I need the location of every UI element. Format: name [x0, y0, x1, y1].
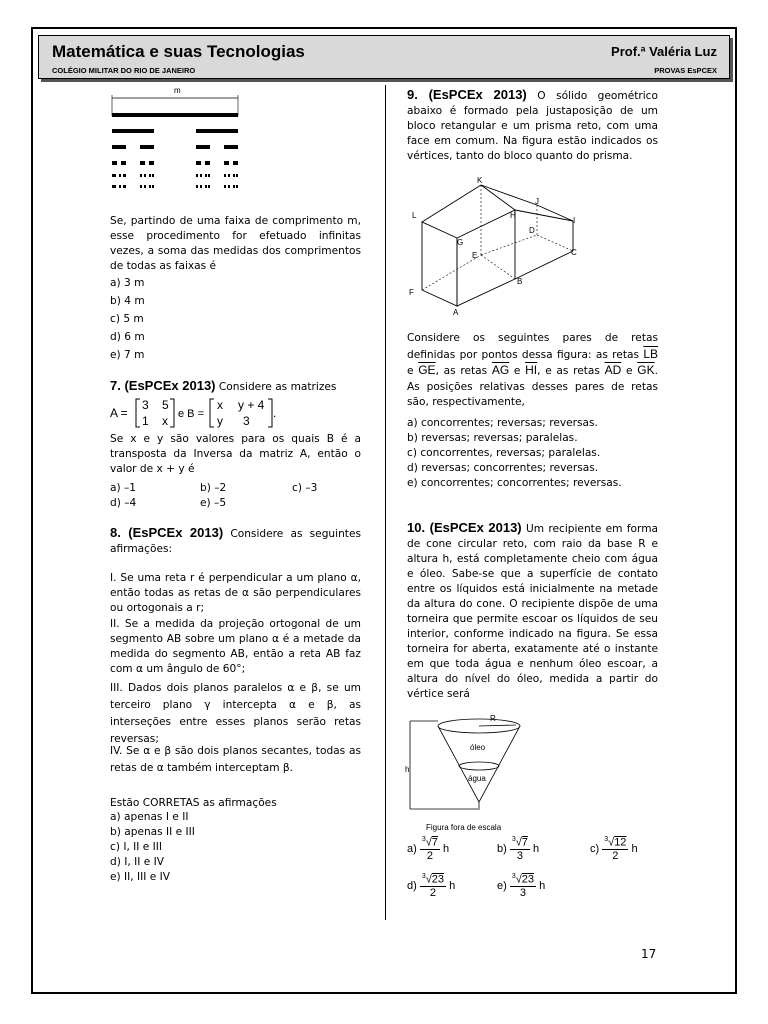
- option-letter: d): [407, 879, 420, 892]
- q6-text: Se, partindo de uma faixa de comprimento m, esse procedimento for efetuado infinitas vezes, a soma das medidas dos comprimentos de todas as faixas é: [110, 215, 361, 272]
- option-variable: h: [628, 842, 638, 855]
- q7-option-c[interactable]: c) –3: [292, 482, 318, 494]
- q8-options: [110, 810, 195, 885]
- radical-sign-icon: √: [608, 836, 615, 849]
- header-section: PROVAS EsPCEX: [654, 66, 717, 75]
- option-fraction: [510, 836, 530, 862]
- root-index: 3: [511, 836, 516, 843]
- q9-text-a: Considere os seguintes pares de retas definidas por pontos dessa figura: as retas: [407, 332, 658, 361]
- radicand: 7: [431, 836, 438, 849]
- root-index: 3: [604, 836, 609, 843]
- q9-question: Considere os seguintes pares de retas definidas por pontos dessa figura: as retas $\overline{LB}$ e $\overline{GE}$, as retas $\overline{AG}$ e $\overline{HI}$, e as retas $\overline{AD}$ e $\overline{GK}$. As posições relativas desses pares de retas são, respectivamente,: [407, 332, 658, 408]
- vertex-A: A: [453, 308, 459, 317]
- matA-11: 3: [142, 398, 149, 412]
- vertex-L: L: [412, 211, 417, 220]
- option-fraction: [420, 873, 446, 899]
- q9-text: [407, 87, 658, 164]
- radical-sign-icon: √: [515, 873, 522, 886]
- denominator: 3: [516, 849, 523, 862]
- option-fraction: [510, 873, 536, 899]
- line-GE: $\overline{GE}$: [418, 363, 436, 377]
- radicand: 23: [431, 873, 445, 886]
- vertex-H: H: [510, 211, 516, 220]
- option-letter: a): [407, 842, 420, 855]
- radicand: 23: [521, 873, 535, 886]
- q10-text: [407, 520, 658, 702]
- q8-intro: Considere as seguintes afirmações:: [110, 528, 361, 555]
- vertex-G: G: [457, 238, 464, 247]
- q10-option-b[interactable]: [497, 836, 539, 862]
- q7-option-e[interactable]: e) –5: [200, 497, 227, 509]
- q9-options: [407, 416, 622, 491]
- q10-head: 10. (EsPCEx 2013): [407, 520, 522, 535]
- matA-12: 5: [162, 398, 169, 412]
- q8-head: 8. (EsPCEx 2013): [110, 525, 224, 540]
- q7-header: [110, 378, 361, 395]
- denominator: 2: [426, 849, 433, 862]
- vertex-K: K: [477, 176, 483, 185]
- q7-intro: Considere as matrizes: [218, 381, 337, 393]
- q8-option-c[interactable]: c) I, II e III: [110, 841, 163, 853]
- option-letter: c): [590, 842, 603, 855]
- q9-option-e[interactable]: e) concorrentes; concorrentes; reversas.: [407, 477, 622, 489]
- root-index: 3: [421, 836, 426, 843]
- q7-option-b[interactable]: b) –2: [200, 482, 227, 494]
- vertex-B: B: [517, 277, 523, 286]
- svg-text:e B =: e B =: [178, 408, 204, 420]
- q9-option-b[interactable]: b) reversas; reversas; paralelas.: [407, 432, 578, 444]
- header-author: Prof.ª Valéria Luz: [611, 44, 717, 59]
- radical-sign-icon: √: [425, 836, 432, 849]
- q8-option-b[interactable]: b) apenas II e III: [110, 826, 195, 838]
- option-fraction: [602, 836, 628, 862]
- header-title: Matemática e suas Tecnologias: [52, 42, 305, 61]
- radical-sign-icon: √: [515, 836, 522, 849]
- option-variable: h: [439, 842, 450, 855]
- q8-item-2: II. Se a medida da projeção ortogonal de um segmento AB sobre um plano α é a metade da medida do segmento AB, então a reta AB faz com α um ângulo de 60°;: [110, 618, 361, 675]
- figure-label-m: m: [174, 86, 181, 95]
- line-AG: $\overline{AG}$: [491, 363, 510, 377]
- q9-text-d: As posições relativas desses pares de retas são, respectivamente,: [407, 380, 658, 408]
- vertex-F: F: [409, 288, 414, 297]
- matB-11: x: [217, 398, 223, 412]
- q10-option-c[interactable]: [590, 836, 638, 862]
- q10-option-a[interactable]: [407, 836, 449, 862]
- q8-option-a[interactable]: a) apenas I e II: [110, 811, 189, 823]
- denominator: 2: [429, 886, 436, 899]
- line-HI: $\overline{HI}$: [525, 363, 538, 377]
- cone-oleo-label: óleo: [470, 743, 486, 752]
- q6-option-a[interactable]: a) 3 m: [110, 277, 145, 289]
- q8-item-4: IV. Se α e β são dois planos secantes, todas as retas de α também interceptam β.: [110, 745, 361, 774]
- header-subtitle: COLÉGIO MILITAR DO RIO DE JANEIRO: [52, 66, 196, 75]
- q6-options: [110, 274, 145, 364]
- q10-option-d[interactable]: [407, 873, 455, 899]
- q7-text: Se x e y são valores para os quais B é a transposta da Inversa da matriz A, então o valor de x + y é: [110, 433, 361, 475]
- q7-matrices: [110, 395, 280, 431]
- vertex-J: J: [535, 197, 539, 206]
- cone-R-label: R: [490, 714, 496, 723]
- q7-option-d[interactable]: d) –4: [110, 497, 137, 509]
- strips-figure: [108, 86, 258, 198]
- svg-text:.: .: [273, 406, 277, 420]
- matA-21: 1: [142, 414, 149, 428]
- vertex-I: I: [573, 216, 576, 225]
- vertex-C: C: [571, 248, 577, 257]
- q9-option-c[interactable]: c) concorrentes, reversas; paralelas.: [407, 447, 601, 459]
- q7-option-a[interactable]: a) –1: [110, 482, 137, 494]
- matA-22: x: [162, 414, 168, 428]
- q10-body: Um recipiente em forma de cone circular reto, com raio da base R e altura h, está completamente cheio com água e óleo. Sabe-se que a superfície de contato entre os líquidos está inicialmente na metade da altura do cone. O recipiente dispõe de uma torneira que permite escoar os líquidos de seu interior, conforme indicado na figura. Se essa torneira for aberta, exatamente até o instante em que toda água e nenhum óleo escoar, a altura do nível do óleo, medida a partir do vértice será: [407, 523, 659, 700]
- column-divider: [385, 85, 386, 920]
- root-index: 3: [511, 873, 516, 880]
- q9-intro: O sólido geométrico abaixo é formado pela justaposição de um bloco retangular e um prisma reto, com uma face em comum. Na figura estão indicados os vértices, tanto do bloco quanto do prisma.: [407, 90, 658, 162]
- option-letter: e): [497, 879, 510, 892]
- vertex-D: D: [529, 226, 535, 235]
- q9-option-a[interactable]: a) concorrentes; reversas; reversas.: [407, 417, 598, 429]
- line-AD: $\overline{AD}$: [604, 363, 622, 377]
- q9-text-c: e as retas: [545, 365, 600, 377]
- q10-option-e[interactable]: [497, 873, 545, 899]
- q6-option-e[interactable]: e) 7 m: [110, 349, 145, 361]
- option-letter: b): [497, 842, 510, 855]
- option-fraction: [420, 836, 440, 862]
- q9-head: 9. (EsPCEx 2013): [407, 87, 527, 102]
- page-number: 17: [641, 947, 657, 961]
- q9-option-d[interactable]: d) reversas; concorrentes; reversas.: [407, 462, 599, 474]
- vertex-E: E: [472, 251, 478, 260]
- cone-agua-label: água: [468, 774, 486, 783]
- radicand: 12: [614, 836, 627, 849]
- denominator: 3: [519, 886, 526, 899]
- line-GK: $\overline{GK}$: [637, 363, 655, 377]
- matB-22: 3: [243, 414, 250, 428]
- option-variable: h: [529, 842, 540, 855]
- q6-option-c[interactable]: c) 5 m: [110, 313, 144, 325]
- root-index: 3: [421, 873, 426, 880]
- radical-sign-icon: √: [425, 873, 432, 886]
- option-variable: h: [446, 879, 456, 892]
- q8-question: Estão CORRETAS as afirmações: [110, 797, 277, 809]
- q6-option-d[interactable]: d) 6 m: [110, 331, 145, 343]
- q7-head: 7. (EsPCEx 2013): [110, 378, 216, 393]
- denominator: 2: [612, 849, 619, 862]
- cone-h-label: h: [405, 765, 410, 774]
- q9-text-b: as retas: [443, 365, 488, 377]
- solid-figure: [405, 175, 585, 320]
- radicand: 7: [521, 836, 528, 849]
- cone-caption: Figura fora de escala: [426, 823, 502, 832]
- q7-options: [110, 481, 370, 511]
- matB-21: y: [217, 414, 223, 428]
- q10-options: [407, 836, 662, 906]
- cone-figure: [405, 712, 525, 834]
- page-header: [38, 35, 730, 79]
- q6-option-b[interactable]: b) 4 m: [110, 295, 145, 307]
- line-LB: $\overline{LB}$: [643, 346, 658, 361]
- q8-item-3: III. Dados dois planos paralelos α e β, se um terceiro plano γ intercepta α e β, as interseções entre esses planos serão retas reversas;: [110, 682, 361, 745]
- matB-12: y + 4: [238, 398, 265, 412]
- q8-option-d[interactable]: d) I, II e IV: [110, 856, 164, 868]
- q8-item-1: I. Se uma reta r é perpendicular a um plano α, então todas as retas de α são perpendiculares ou ortogonais a r;: [110, 572, 361, 614]
- svg-text:A =: A =: [110, 406, 128, 420]
- option-variable: h: [536, 879, 546, 892]
- q8-header: [110, 525, 361, 557]
- q8-option-e[interactable]: e) II, III e IV: [110, 871, 170, 883]
